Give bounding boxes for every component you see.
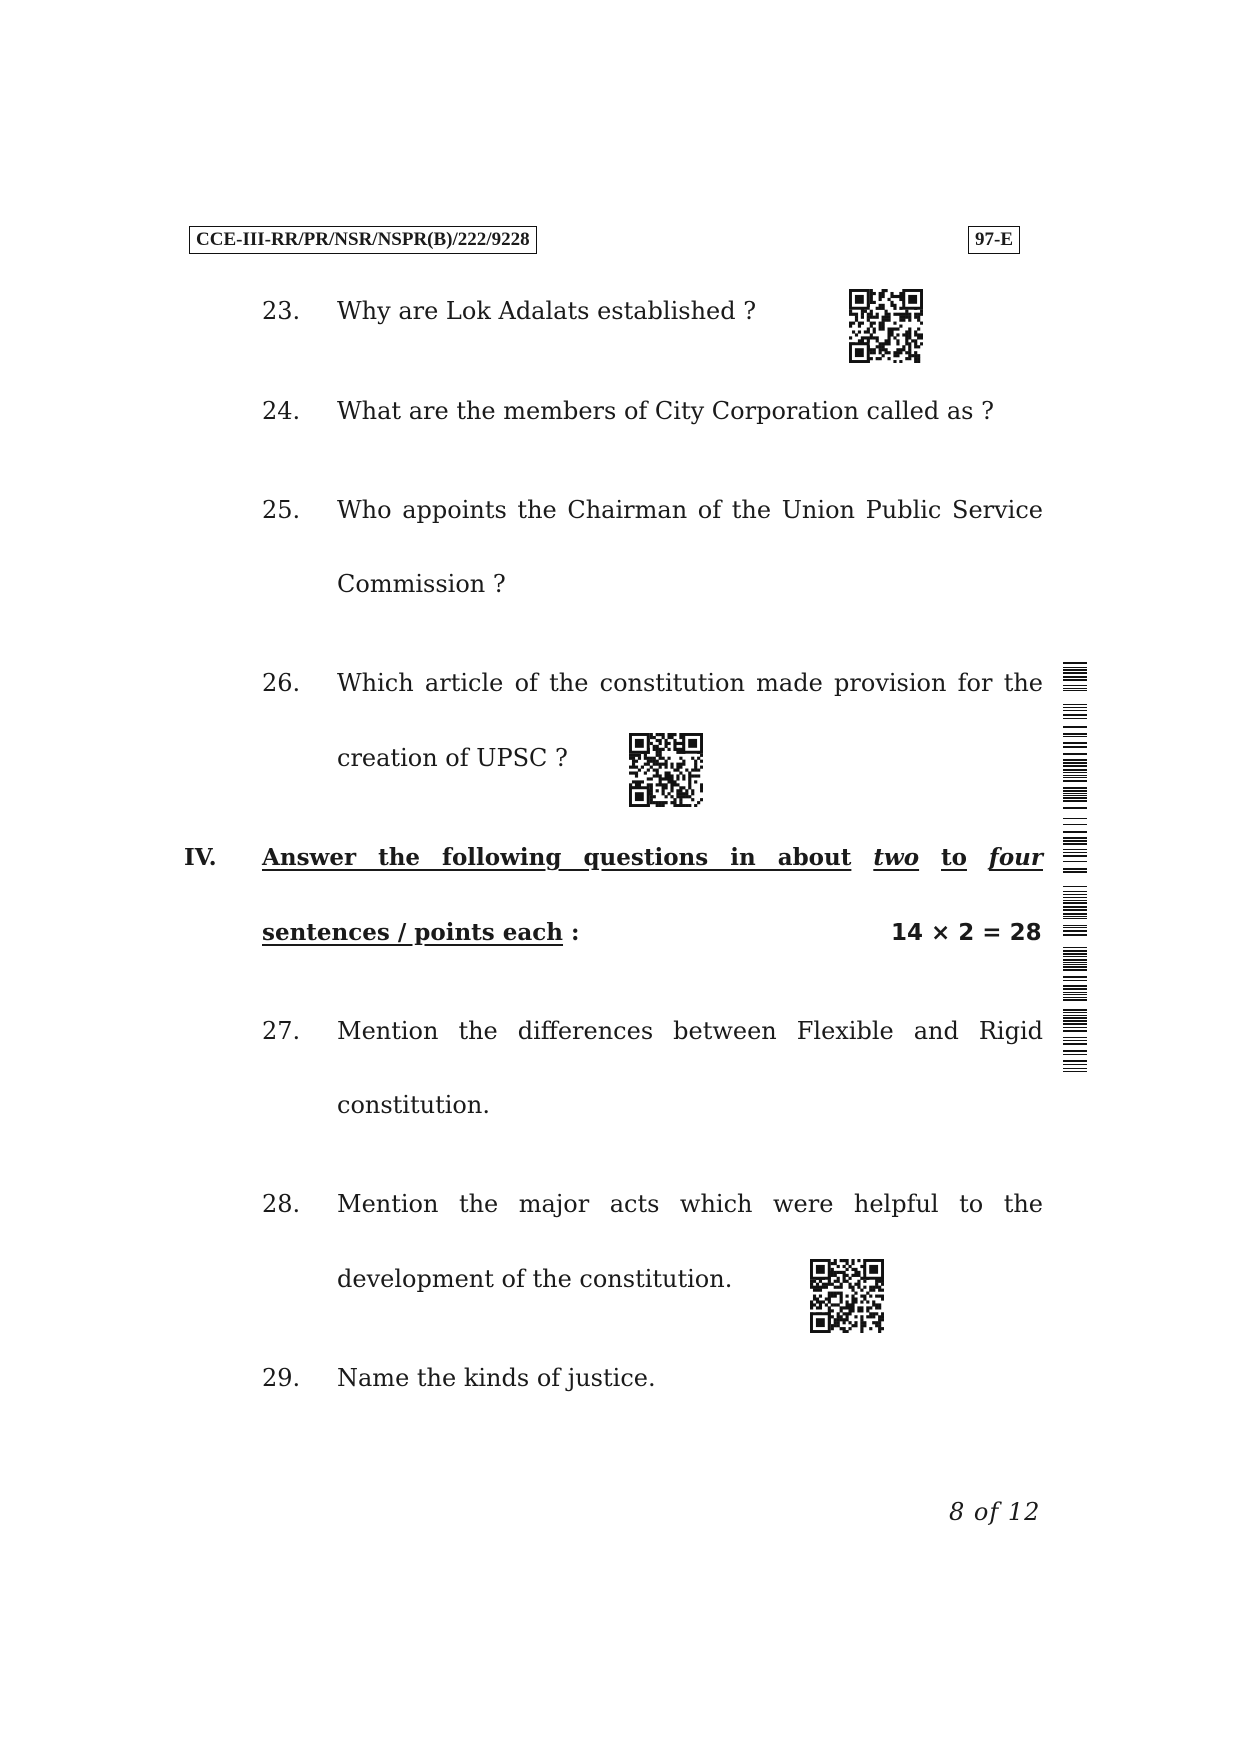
qr-code-icon bbox=[849, 289, 923, 363]
question-text: Which article of the constitution made provision for the bbox=[337, 669, 1043, 697]
question-text: What are the members of City Corporation called as ? bbox=[337, 397, 994, 425]
page-number: 8 of 12 bbox=[949, 1498, 1041, 1526]
section-heading-emph: four bbox=[988, 844, 1043, 871]
question-text: Who appoints the Chairman of the Union Public Service bbox=[337, 496, 1043, 524]
paper-code: 97-E bbox=[968, 226, 1020, 254]
barcode-icon bbox=[1063, 662, 1087, 1072]
question-text: Mention the major acts which were helpful to the bbox=[337, 1190, 1043, 1218]
section-colon: : bbox=[571, 919, 580, 946]
section-heading-emph: two bbox=[873, 844, 920, 871]
exam-code: CCE-III-RR/PR/NSR/NSPR(B)/222/9228 bbox=[189, 226, 537, 254]
question-number: 29. bbox=[262, 1364, 301, 1392]
question-number: 27. bbox=[262, 1017, 301, 1045]
question-text: Name the kinds of justice. bbox=[337, 1364, 656, 1392]
question-number: 25. bbox=[262, 496, 301, 524]
section-heading-text: to bbox=[941, 844, 967, 871]
question-text-cont: constitution. bbox=[337, 1091, 490, 1119]
section-subheading bbox=[262, 918, 580, 948]
question-number: 26. bbox=[262, 669, 301, 697]
question-number: 23. bbox=[262, 297, 301, 325]
section-subheading-text: sentences / points each bbox=[262, 919, 564, 946]
question-text-cont: creation of UPSC ? bbox=[337, 744, 568, 772]
section-roman: IV. bbox=[184, 844, 217, 871]
section-marks: 14 × 2 = 28 bbox=[891, 920, 1042, 946]
question-text: Mention the differences between Flexible and Rigid bbox=[337, 1017, 1043, 1045]
qr-code-icon bbox=[629, 733, 703, 807]
qr-code-icon bbox=[810, 1259, 884, 1333]
section-heading bbox=[262, 843, 1043, 873]
question-number: 28. bbox=[262, 1190, 301, 1218]
question-text: Why are Lok Adalats established ? bbox=[337, 297, 757, 325]
question-text-cont: Commission ? bbox=[337, 570, 506, 598]
question-text-cont: development of the constitution. bbox=[337, 1265, 733, 1293]
question-number: 24. bbox=[262, 397, 301, 425]
section-heading-text: Answer the following questions in about bbox=[262, 844, 852, 871]
